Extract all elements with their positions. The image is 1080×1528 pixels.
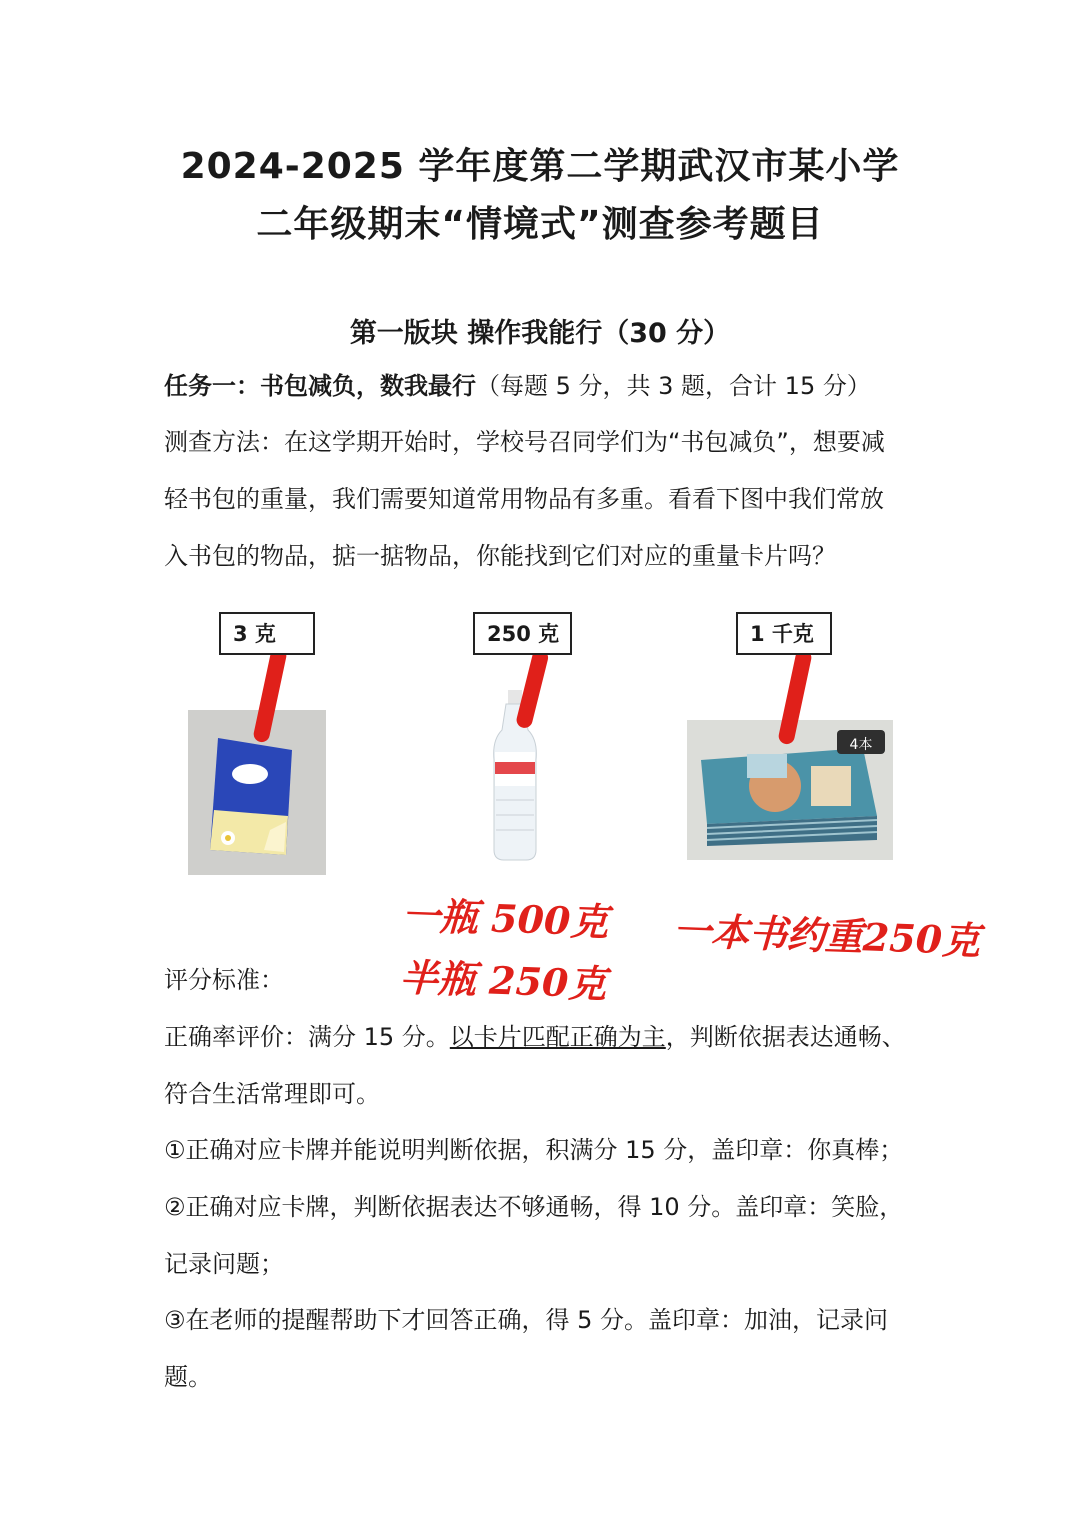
doc-title-line1: 2024-2025 学年度第二学期武汉市某小学 xyxy=(180,146,900,187)
handwriting-bottle-half: 半瓶 250克 xyxy=(399,954,608,1007)
book-count-tag: 4本 xyxy=(849,737,873,753)
weight-card-3g[interactable]: 3 克 xyxy=(219,612,315,655)
scoring-heading: 评分标准： xyxy=(164,966,284,994)
doc-title-line2: 二年级期末“情境式”测查参考题目 xyxy=(256,204,824,245)
scoring-item-2-line1: ②正确对应卡牌，判断依据表达不够通畅，得 10 分。盖印章：笑脸， xyxy=(164,1193,904,1221)
scoring-item-2-line2: 记录问题； xyxy=(164,1250,284,1278)
scoring-accuracy-line2: 符合生活常理即可。 xyxy=(164,1080,380,1108)
accuracy-underlined: 以卡片匹配正确为主 xyxy=(449,1023,666,1051)
handwriting-bottle-full: 一瓶 500克 xyxy=(401,892,610,945)
bottle-pointer xyxy=(515,648,550,729)
method-line-1: 测查方法：在这学期开始时，学校号召同学们为“书包减负”，想要减 xyxy=(164,428,885,456)
scoring-item-3-line2: 题。 xyxy=(164,1363,212,1391)
scoring-accuracy xyxy=(164,1009,944,1066)
task-score: （每题 5 分，共 3 题，合计 15 分） xyxy=(476,372,871,400)
task-line xyxy=(164,358,944,415)
weight-card-250g[interactable]: 250 克 xyxy=(473,612,572,655)
accuracy-prefix: 正确率评价：满分 15 分。 xyxy=(164,1023,450,1051)
method-line-2: 轻书包的重量，我们需要知道常用物品有多重。看看下图中我们常放 xyxy=(164,485,884,513)
scoring-item-1: ①正确对应卡牌并能说明判断依据，积满分 15 分，盖印章：你真棒； xyxy=(164,1136,904,1164)
weight-card-1kg[interactable]: 1 千克 xyxy=(736,612,832,655)
scoring-item-3-line1: ③在老师的提醒帮助下才回答正确，得 5 分。盖印章：加油，记录问 xyxy=(164,1306,889,1334)
section-heading: 第一版块 操作我能行（30 分） xyxy=(349,318,731,349)
method-line-3: 入书包的物品，掂一掂物品，你能找到它们对应的重量卡片吗？ xyxy=(164,542,836,570)
handwriting-book: 一本书约重250克 xyxy=(672,907,981,964)
task-label: 任务一：书包减负，数我最行 xyxy=(164,372,476,400)
accuracy-suffix: ，判断依据表达通畅、 xyxy=(665,1023,906,1051)
